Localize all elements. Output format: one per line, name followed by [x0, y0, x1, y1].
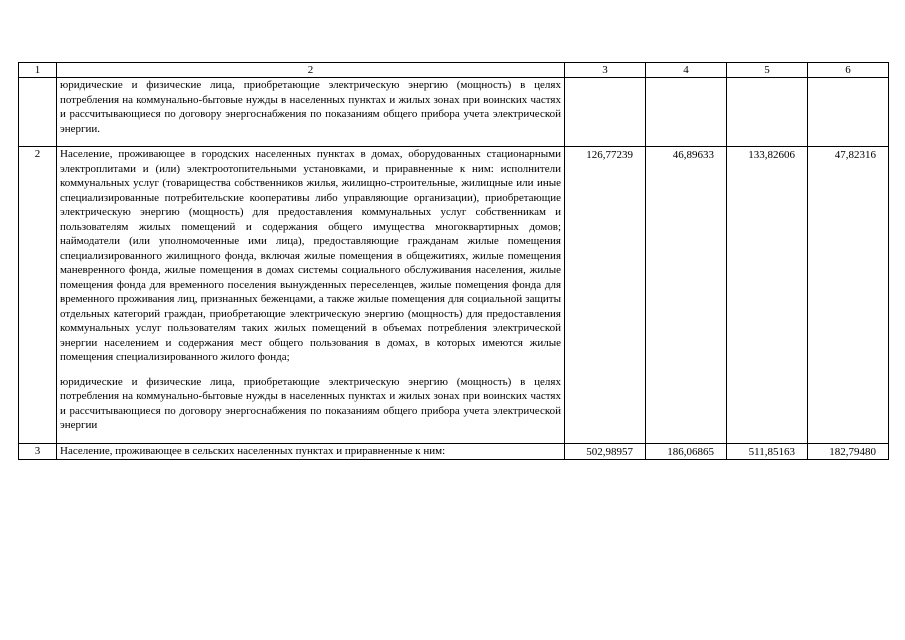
row-description — [57, 443, 565, 460]
description-paragraph: Население, проживающее в сельских населенных пунктах и приравненные к ним: — [60, 444, 446, 457]
table-row — [19, 78, 889, 147]
table-row — [19, 147, 889, 444]
description-paragraph: юридические и физические лица, приобретающие электрическую энергию (мощность) в целях потребления на коммунально-бытовые нужды в населенных пунктах и жилых зонах при воинских частях и рассчитывающиеся по договору энергоснабжения по показаниям общего прибора учета электрической энергии — [60, 375, 561, 431]
description-paragraph: юридические и физические лица, приобретающие электрическую энергию (мощность) в целях потребления на коммунально-бытовые нужды в населенных пунктах и жилых зонах при воинских частях и рассчитывающиеся по договору энергоснабжения по показаниям общего прибора учета электрической энергии. — [60, 79, 561, 135]
row-number — [19, 78, 57, 147]
row-value — [808, 78, 889, 147]
row-value: 133,82606 — [727, 147, 808, 444]
row-value: 47,82316 — [808, 147, 889, 444]
row-value: 126,77239 — [565, 147, 646, 444]
description-paragraph: Население, проживающее в городских населенных пунктах в домах, оборудованных стационарными электроплитами и (или) электроотопительными установками, и приравненные к ним: исполнители коммунальных услуг (товарищества собственников жилья, жилищно-строительные, жилищные или иные специализированные потребительские кооперативы либо управляющие организации), приобретающие электрическую энергию (мощность) для предоставления коммунальных услуг собственникам и пользователям жилых помещений и содержания общего имущества многоквартирных домов; наймодатели (или уполномоченные ими лица), предоставляющие гражданам жилые помещения специализированного жилищного фонда, включая жилые помещения в общежитиях, жилые помещения маневренного фонда, жилые помещения в домах системы социального обслуживания населения, жилые помещения фонда для временного поселения вынужденных переселенцев, жилые помещения фонда для временного проживания лиц, признанных беженцами, а также жилые помещения для социальной защиты отдельных категорий граждан, приобретающие электрическую энергию (мощность) для предоставления коммунальных услуг пользователям таких жилых помещений в объемах потребления электрической энергии населением и содержания мест общего пользования в домах, в которых имеются жилые помещения специализированного жилого фонда; — [60, 148, 561, 363]
column-header: 2 — [57, 63, 565, 78]
column-header: 3 — [565, 63, 646, 78]
table-header-row — [19, 63, 889, 78]
row-description — [57, 78, 565, 147]
column-header: 5 — [727, 63, 808, 78]
row-value — [565, 78, 646, 147]
tariff-table — [18, 62, 889, 460]
row-value: 511,85163 — [727, 443, 808, 460]
row-number: 3 — [19, 443, 57, 460]
row-value: 182,79480 — [808, 443, 889, 460]
column-header: 1 — [19, 63, 57, 78]
column-header: 6 — [808, 63, 889, 78]
row-value — [646, 78, 727, 147]
row-value: 186,06865 — [646, 443, 727, 460]
row-value — [727, 78, 808, 147]
column-header: 4 — [646, 63, 727, 78]
row-value: 46,89633 — [646, 147, 727, 444]
row-value: 502,98957 — [565, 443, 646, 460]
table-row — [19, 443, 889, 460]
row-number: 2 — [19, 147, 57, 444]
row-description — [57, 147, 565, 444]
